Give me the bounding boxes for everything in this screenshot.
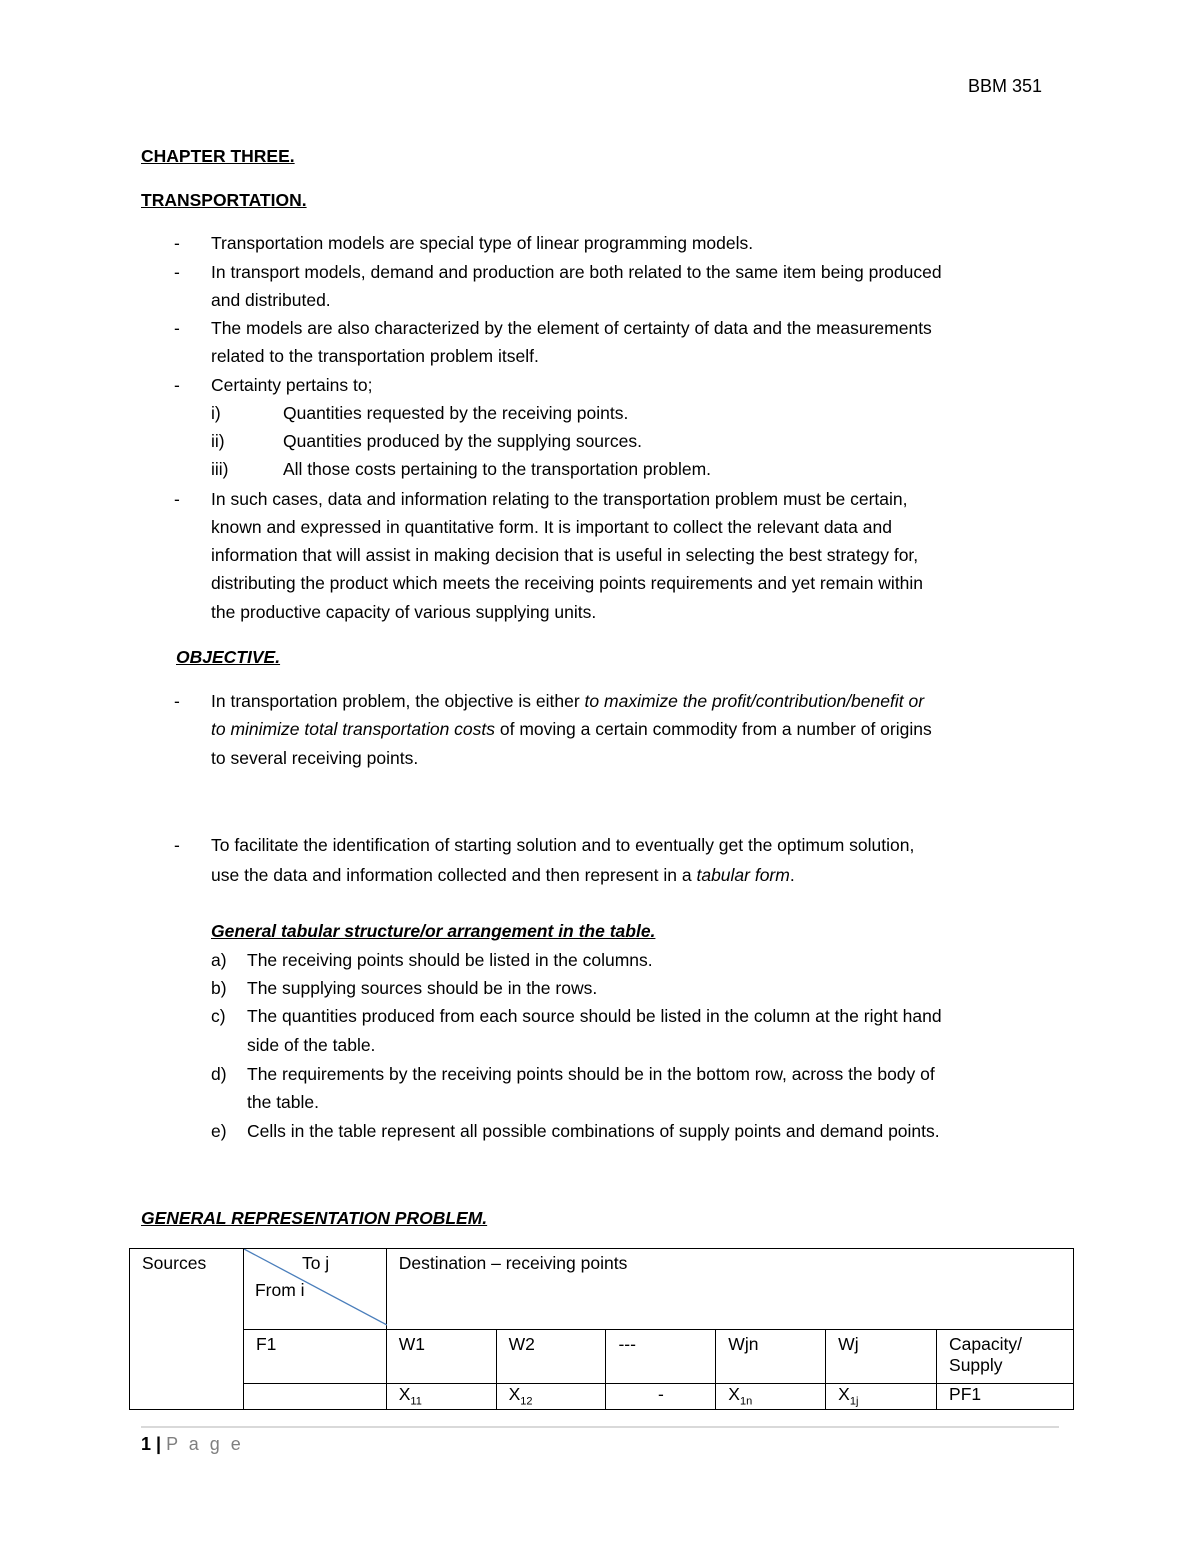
bullet-dash: -: [174, 233, 180, 253]
course-code: BBM 351: [968, 76, 1043, 96]
facilitate-line: use the data and information collected and then represent in a tabular form.: [211, 865, 795, 885]
x-cell: $X_{12}$: [496, 1384, 606, 1410]
bullet-dash: -: [174, 489, 180, 509]
list-label: i): [211, 403, 221, 423]
bullet-dash: -: [174, 262, 180, 282]
footer-separator: |: [156, 1434, 162, 1454]
to-from-cell: [243, 1249, 386, 1330]
x-cell: $X_{1j}$: [826, 1384, 937, 1410]
pf-cell: PF1: [937, 1384, 1074, 1410]
sources-cell: Sources: [130, 1249, 244, 1410]
capacity-header: Capacity/ Supply: [937, 1330, 1074, 1384]
bullet-text: Transportation models are special type of linear programming models.: [211, 233, 754, 253]
section-title: TRANSPORTATION.: [141, 190, 307, 210]
representation-heading: GENERAL REPRESENTATION PROBLEM.: [141, 1208, 488, 1228]
paragraph-line: In such cases, data and information relating to the transportation problem must be certain,: [211, 489, 908, 509]
bullet-dash: -: [174, 318, 180, 338]
paragraph-line: information that will assist in making decision that is useful in selecting the best strategy for,: [211, 545, 919, 565]
col-w2: W2: [496, 1330, 606, 1384]
bullet-text: In transport models, demand and production are both related to the same item being produced: [211, 262, 942, 282]
bullet-dash: -: [174, 835, 180, 855]
bullet-text: related to the transportation problem itself.: [211, 346, 539, 366]
list-item: Quantities produced by the supplying sources.: [283, 431, 642, 451]
bullet-text: and distributed.: [211, 290, 331, 310]
objective-heading: OBJECTIVE.: [176, 647, 281, 667]
x-cell: $X_{1n}$: [716, 1384, 826, 1410]
list-item: Cells in the table represent all possible combinations of supply points and demand points.: [247, 1121, 940, 1141]
list-item: The requirements by the receiving points should be in the bottom row, across the body of: [247, 1064, 935, 1084]
objective-line: to several receiving points.: [211, 748, 419, 768]
col-w1: W1: [386, 1330, 496, 1384]
col-dashes: ---: [606, 1330, 716, 1384]
list-item: The supplying sources should be in the rows.: [247, 978, 598, 998]
list-label: e): [211, 1121, 227, 1141]
list-label: a): [211, 950, 227, 970]
tabular-heading: General tabular structure/or arrangement in the table.: [211, 921, 656, 941]
empty-cell: [243, 1384, 386, 1410]
to-label: To j: [301, 1253, 330, 1273]
col-wjn: Wjn: [716, 1330, 826, 1384]
x-cell: $X_{11}$: [386, 1384, 496, 1410]
bullet-text: The models are also characterized by the element of certainty of data and the measurements: [211, 318, 932, 338]
facilitate-line: To facilitate the identification of starting solution and to eventually get the optimum solution,: [211, 835, 915, 855]
bullet-dash: -: [174, 375, 180, 395]
bullet-dash: -: [174, 691, 180, 711]
list-item: The receiving points should be listed in the columns.: [247, 950, 653, 970]
list-label: iii): [211, 459, 229, 479]
list-label: b): [211, 978, 227, 998]
paragraph-line: distributing the product which meets the receiving points requirements and yet remain within: [211, 573, 924, 593]
bullet-text: Certainty pertains to;: [211, 375, 373, 395]
list-item: All those costs pertaining to the transportation problem.: [283, 459, 712, 479]
page-footer: [141, 1434, 244, 1455]
paragraph-line: known and expressed in quantitative form. It is important to collect the relevant data and: [211, 517, 892, 537]
from-label: From i: [254, 1280, 305, 1300]
col-wj: Wj: [826, 1330, 937, 1384]
list-label: d): [211, 1064, 227, 1084]
page-label: P a g e: [166, 1434, 244, 1454]
objective-line: In transportation problem, the objective is either to maximize the profit/contribution/benefit or: [211, 691, 925, 711]
list-item: The quantities produced from each source should be listed in the column at the right hand: [247, 1006, 942, 1026]
footer-divider: [141, 1426, 1059, 1428]
list-item: Quantities requested by the receiving points.: [283, 403, 629, 423]
list-item: the table.: [247, 1092, 319, 1112]
representation-table: [129, 1248, 1074, 1410]
list-label: c): [211, 1006, 226, 1026]
x-cell: -: [606, 1384, 716, 1410]
chapter-title: CHAPTER THREE.: [141, 146, 295, 166]
objective-line: to minimize total transportation costs of moving a certain commodity from a number of origins: [211, 719, 932, 739]
paragraph-line: the productive capacity of various supplying units.: [211, 602, 597, 622]
page-number: 1: [141, 1434, 152, 1454]
list-item: side of the table.: [247, 1035, 376, 1055]
destination-header: Destination – receiving points: [386, 1249, 1073, 1330]
list-label: ii): [211, 431, 225, 451]
row-f1: F1: [243, 1330, 386, 1384]
